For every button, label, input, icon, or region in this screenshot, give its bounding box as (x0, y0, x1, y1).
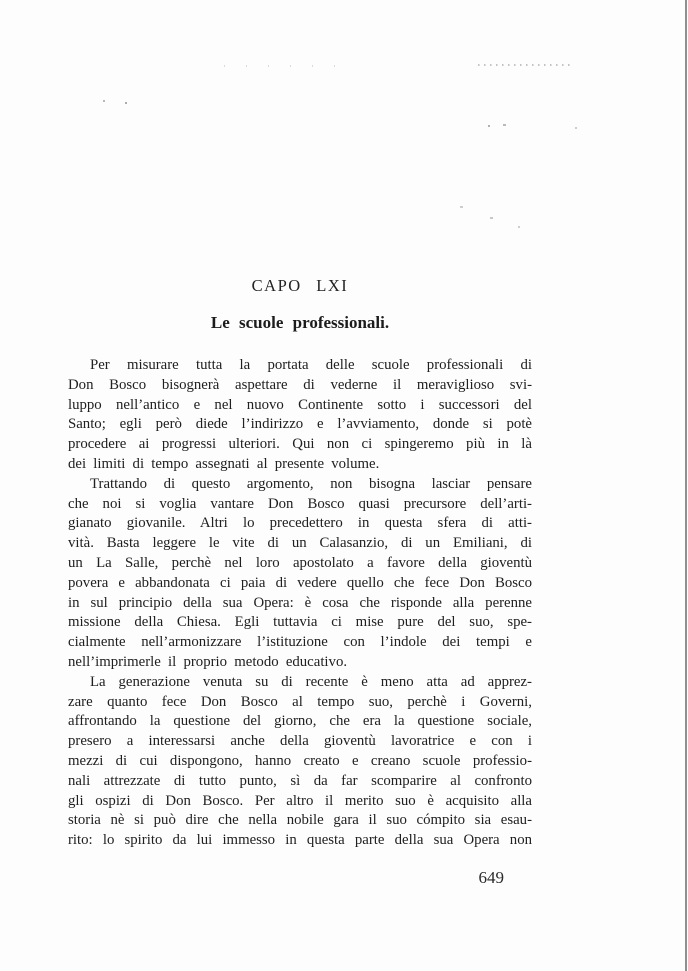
scan-speck (490, 217, 493, 219)
text-line: Per misurare tutta la portata delle scuole professionali di (90, 357, 532, 373)
text-line: La generazione venuta su di recente è meno atta ad apprez- (90, 673, 532, 690)
paragraph (68, 356, 532, 475)
text-line: nali attrezzate di tutto punto, sì da far scomparire al confronto (68, 772, 532, 789)
text-line: nell’imprimerle il proprio metodo educativo. (68, 653, 348, 670)
scan-speck (518, 226, 520, 228)
text-line: Don Bosco bisognerà aspettare di vederne il meraviglioso svi- (68, 376, 532, 393)
text-line: dei limiti di tempo assegnati al presente volume. (68, 455, 380, 472)
paragraph (68, 673, 532, 851)
scan-speck (103, 100, 105, 102)
scan-speck (575, 127, 577, 129)
text-line: un La Salle, perchè nel loro apostolato a favore della gioventù (68, 554, 532, 571)
text-line: Santo; egli però diede l’indirizzo e l’avviamento, donde si potè (68, 416, 532, 433)
scan-speck (488, 125, 490, 127)
scan-speck (460, 206, 463, 208)
text-line: luppo nell’antico e nel nuovo Continente sotto i successori del (68, 396, 532, 413)
chapter-heading: CAPO LXI (251, 276, 349, 295)
text-line: presero a interessarsi anche della gioventù lavoratrice e con i (68, 733, 532, 750)
page-number: 649 (478, 868, 504, 887)
text-line: missione della Chiesa. Egli tuttavia ci mise pure del suo, spe- (68, 614, 532, 631)
text-line: povera e abbandonata ci paia di vedere quello che fece Don Bosco (68, 574, 532, 591)
text-line: mezzi di cui dispongono, hanno creato e creano scuole professio- (68, 752, 532, 769)
scan-speck (503, 124, 506, 126)
paragraph (68, 475, 532, 673)
body-paragraphs (68, 356, 532, 851)
scan-dotted-artifact-faint (224, 65, 344, 67)
text-line: rito: lo spirito da lui immesso in questa parte della sua Opera non (68, 832, 532, 849)
scan-edge-line (685, 0, 687, 971)
text-line: procedere ai progressi ulteriori. Qui non ci spingeremo più in là (68, 436, 532, 453)
scan-dotted-artifact (478, 64, 574, 66)
text-line: in sul principio della sua Opera: è cosa che risponde alla perenne (68, 594, 532, 611)
section-title: Le scuole professionali. (210, 313, 390, 332)
text-line: vità. Basta leggere le vite di un Calasanzio, di un Emiliani, di (68, 535, 532, 552)
text-line: affrontando la questione del giorno, che era la questione sociale, (68, 713, 532, 730)
text-line: zare quanto fece Don Bosco al tempo suo, perchè i Governi, (68, 693, 532, 710)
text-line: gli ospizi di Don Bosco. Per altro il merito suo è acquisito alla (68, 792, 532, 809)
text-line: storia nè si può dire che nella nobile gara il suo cómpito sia esau- (68, 812, 532, 829)
text-line: cialmente nell’armonizzare l’istituzione con l’indole dei tempi e (68, 634, 532, 651)
scan-speck (125, 102, 127, 104)
text-line: che noi si voglia vantare Don Bosco quasi precursore dell’arti- (68, 495, 532, 512)
text-line: gianato giovanile. Altri lo precedettero in questa sfera di atti- (68, 515, 532, 532)
text-line: Trattando di questo argomento, non bisogna lasciar pensare (90, 475, 532, 492)
